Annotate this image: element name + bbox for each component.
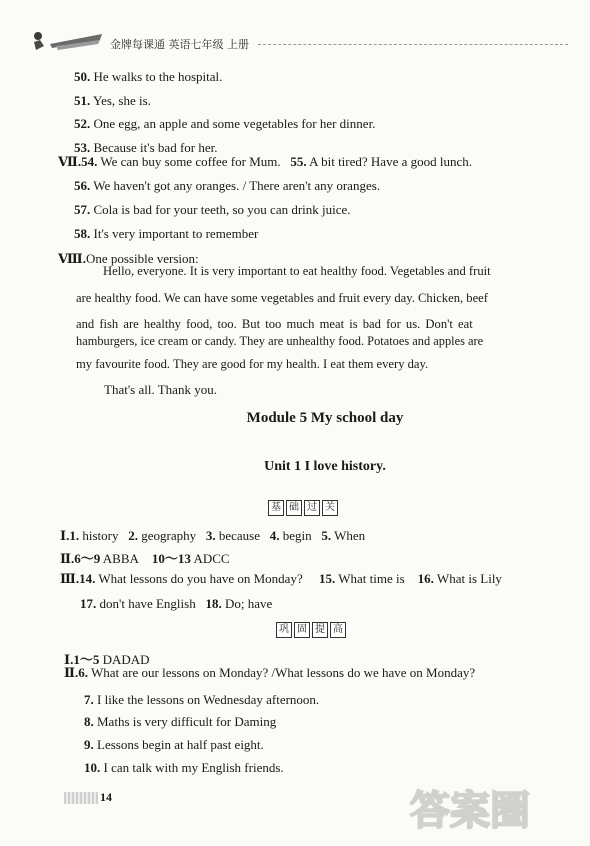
- answer-p2-8: 8. Maths is very difficult for Daming: [84, 714, 277, 729]
- part1-row-4: 17. don't have English 18. Do; have: [80, 596, 273, 611]
- part1-row-3: Ⅲ.14. What lessons do you have on Monday? 15. What time is 16. What is Lily: [60, 571, 502, 586]
- essay-line-4: hamburgers, ice cream or candy. They are unhealthy food. Potatoes and apples are: [76, 334, 484, 348]
- badge-char: 巩: [276, 622, 292, 638]
- section8-intro: Ⅷ.One possible version:: [58, 251, 199, 266]
- badge-char: 基: [268, 500, 284, 516]
- header-title: 金牌每课通 英语七年级 上册: [110, 38, 249, 51]
- answer-50: 50. He walks to the hospital.: [74, 69, 223, 84]
- badge-char: 固: [294, 622, 310, 638]
- header-rule: [258, 44, 568, 45]
- part2-row-6: Ⅱ.6. What are our lessons on Monday? /What lessons do we have on Monday?: [64, 665, 476, 680]
- essay-line-6: That's all. Thank you.: [104, 382, 217, 397]
- answer-53: 53. Because it's bad for her.: [74, 140, 218, 155]
- section-badge-basic: [268, 500, 338, 516]
- watermark-text: 答案圈: [410, 788, 530, 834]
- answer-57: 57. Cola is bad for your teeth, so you can drink juice.: [74, 202, 351, 217]
- watermark-stamp: [400, 778, 580, 844]
- page-header: [0, 0, 590, 64]
- section-badge-advanced: [276, 622, 346, 638]
- answer-56: 56. We haven't got any oranges. / There aren't any oranges.: [74, 178, 381, 193]
- page-number-decoration: [64, 792, 98, 804]
- essay-line-3: and fish are healthy food, too. But too much meat is bad for us. Don't eat: [76, 317, 473, 331]
- answer-58: 58. It's very important to remember: [74, 226, 259, 241]
- answer-52: 52. One egg, an apple and some vegetables for her dinner.: [74, 116, 376, 131]
- module-title: Module 5 My school day: [246, 410, 404, 426]
- unit-title: Unit 1 I love history.: [264, 459, 386, 474]
- badge-char: 高: [330, 622, 346, 638]
- essay-line-2: are healthy food. We can have some vegetables and fruit every day. Chicken, beef: [76, 291, 488, 305]
- section7-row-54-55: Ⅶ.54. We can buy some coffee for Mum. 55. A bit tired? Have a good lunch.: [58, 154, 472, 169]
- badge-char: 提: [312, 622, 328, 638]
- part1-row-2: Ⅱ.6～9 ABBA 10～13 ADCC: [60, 551, 230, 566]
- answer-p2-9: 9. Lessons begin at half past eight.: [84, 737, 264, 752]
- runner-logo-icon: [30, 30, 104, 52]
- page-number: 14: [100, 790, 112, 804]
- essay-line-5: my favourite food. They are good for my health. I eat them every day.: [76, 357, 429, 371]
- part1-row-1: Ⅰ.1. history 2. geography 3. because 4. begin 5. When: [60, 528, 366, 543]
- badge-char: 过: [304, 500, 320, 516]
- essay-line-1: Hello, everyone. It is very important to eat healthy food. Vegetables and fruit: [103, 264, 491, 278]
- badge-char: 关: [322, 500, 338, 516]
- answer-p2-10: 10. I can talk with my English friends.: [84, 760, 284, 775]
- answer-p2-7: 7. I like the lessons on Wednesday afternoon.: [84, 692, 320, 707]
- badge-char: 础: [286, 500, 302, 516]
- answer-51: 51. Yes, she is.: [74, 93, 151, 108]
- part2-row-1: Ⅰ.1～5 DADAD: [64, 652, 150, 667]
